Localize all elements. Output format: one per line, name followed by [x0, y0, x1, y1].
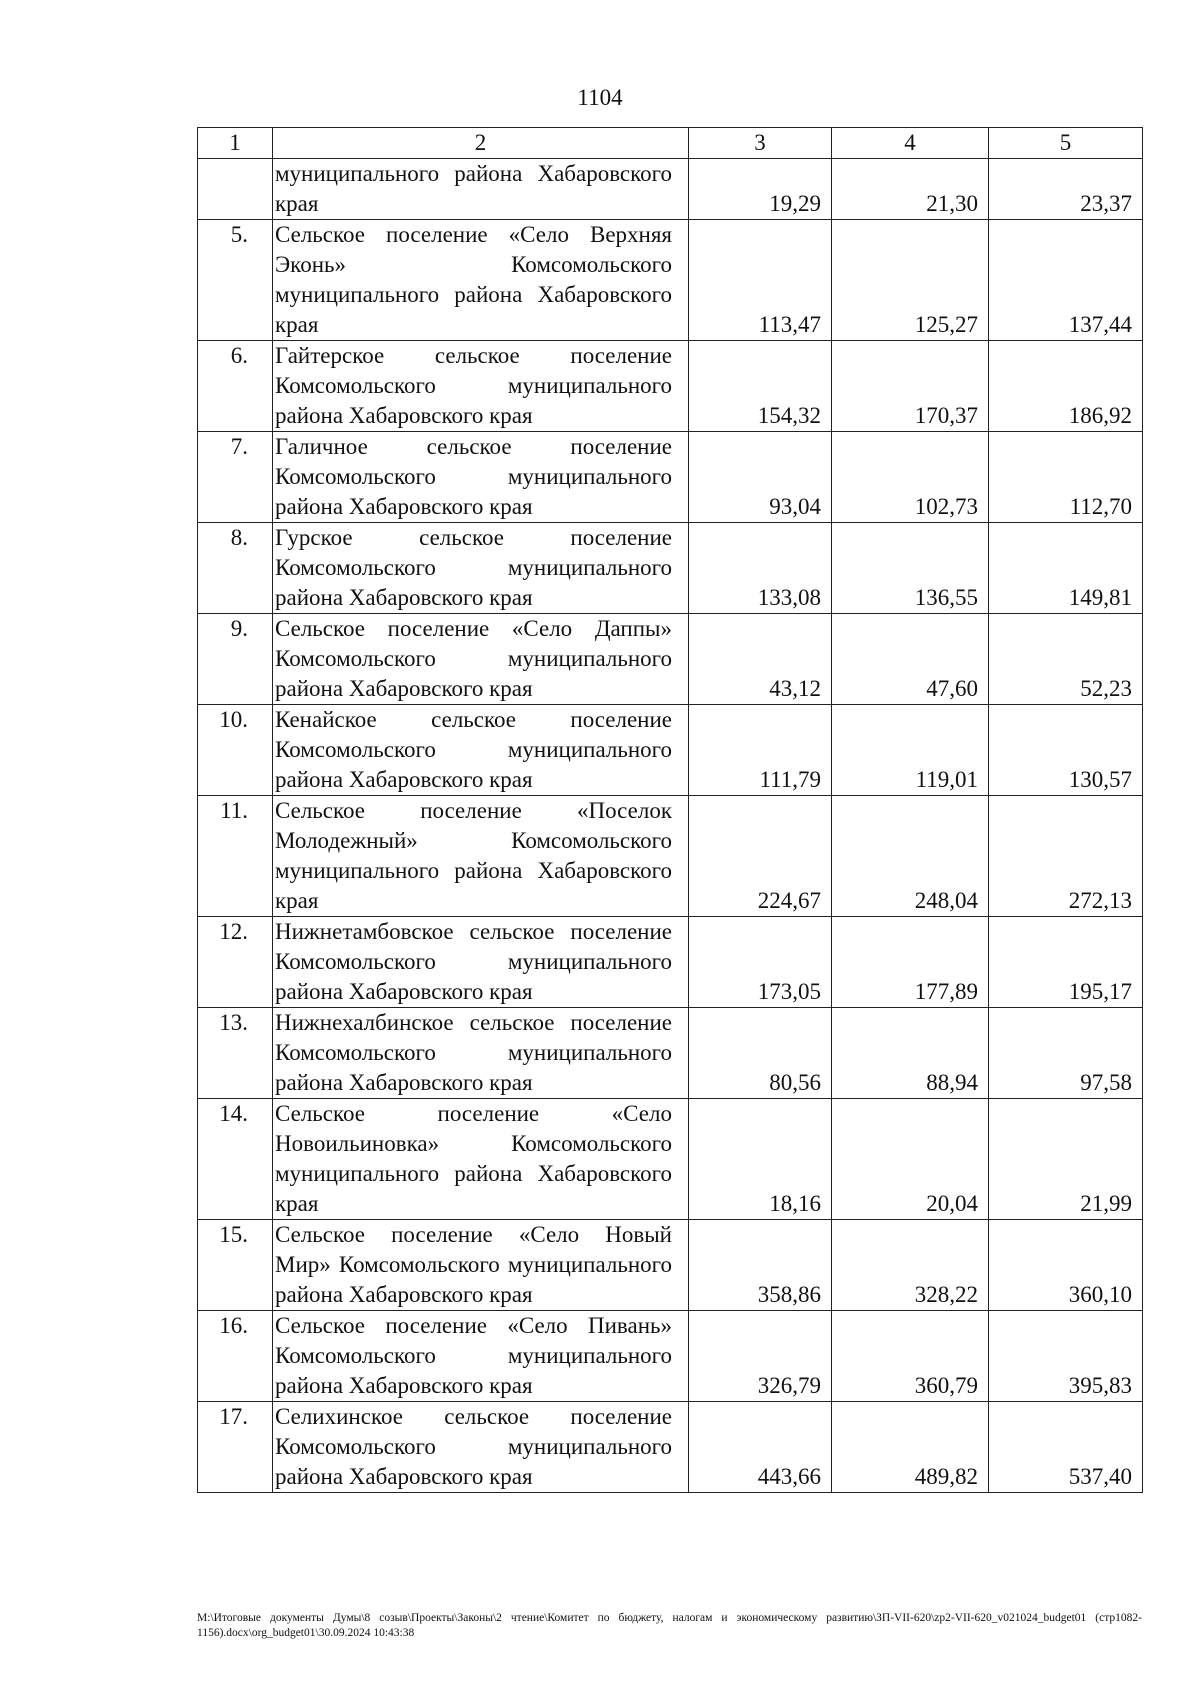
table-row [198, 432, 1143, 523]
value-col3-cell: 80,56 [689, 1008, 832, 1099]
table-row [198, 1220, 1143, 1311]
value-col5-cell: 130,57 [989, 705, 1143, 796]
value-col5-cell: 23,37 [989, 159, 1143, 220]
value-col5-cell: 186,92 [989, 341, 1143, 432]
value-col5-cell: 52,23 [989, 614, 1143, 705]
settlement-name-cell: Сельское поселение «Село Новый Мир» Комсомольского муниципального района Хабаровского края [273, 1220, 689, 1311]
table-row [198, 1311, 1143, 1402]
table-row [198, 159, 1143, 220]
table-row [198, 1402, 1143, 1493]
table-row [198, 220, 1143, 341]
settlement-name-cell: Нижнетамбовское сельское поселение Комсомольского муниципального района Хабаровского края [273, 917, 689, 1008]
settlement-name-cell: Сельское поселение «Село Новоильиновка» Комсомольского муниципального района Хабаровского края [273, 1099, 689, 1220]
row-number-cell: 5. [198, 220, 273, 341]
value-col4-cell: 328,22 [832, 1220, 989, 1311]
value-col3-cell: 358,86 [689, 1220, 832, 1311]
value-col4-cell: 177,89 [832, 917, 989, 1008]
value-col5-cell: 112,70 [989, 432, 1143, 523]
settlement-name-cell: Гурское сельское поселение Комсомольского муниципального района Хабаровского края [273, 523, 689, 614]
value-col4-cell: 248,04 [832, 796, 989, 917]
value-col4-cell: 136,55 [832, 523, 989, 614]
value-col4-cell: 119,01 [832, 705, 989, 796]
settlement-name-cell: Сельское поселение «Село Даппы» Комсомольского муниципального района Хабаровского края [273, 614, 689, 705]
table-row [198, 796, 1143, 917]
value-col4-cell: 125,27 [832, 220, 989, 341]
row-number-cell [198, 159, 273, 220]
value-col5-cell: 195,17 [989, 917, 1143, 1008]
settlement-name-cell: Гайтерское сельское поселение Комсомольского муниципального района Хабаровского края [273, 341, 689, 432]
settlement-name-cell: Галичное сельское поселение Комсомольского муниципального района Хабаровского края [273, 432, 689, 523]
header-cell-1: 1 [198, 128, 273, 159]
table-row [198, 705, 1143, 796]
header-cell-3: 3 [689, 128, 832, 159]
header-cell-5: 5 [989, 128, 1143, 159]
settlement-name-cell: Сельское поселение «Село Пивань» Комсомольского муниципального района Хабаровского края [273, 1311, 689, 1402]
value-col4-cell: 88,94 [832, 1008, 989, 1099]
settlement-name-cell: Селихинское сельское поселение Комсомольского муниципального района Хабаровского края [273, 1402, 689, 1493]
value-col3-cell: 133,08 [689, 523, 832, 614]
value-col5-cell: 537,40 [989, 1402, 1143, 1493]
value-col4-cell: 21,30 [832, 159, 989, 220]
value-col3-cell: 113,47 [689, 220, 832, 341]
value-col3-cell: 43,12 [689, 614, 832, 705]
value-col4-cell: 47,60 [832, 614, 989, 705]
settlement-name-cell: Сельское поселение «Село Верхняя Эконь» Комсомольского муниципального района Хабаровского края [273, 220, 689, 341]
row-number-cell: 16. [198, 1311, 273, 1402]
value-col3-cell: 19,29 [689, 159, 832, 220]
row-number-cell: 11. [198, 796, 273, 917]
value-col3-cell: 224,67 [689, 796, 832, 917]
value-col3-cell: 173,05 [689, 917, 832, 1008]
row-number-cell: 13. [198, 1008, 273, 1099]
row-number-cell: 10. [198, 705, 273, 796]
table-row [198, 1099, 1143, 1220]
value-col5-cell: 137,44 [989, 220, 1143, 341]
settlement-name-cell: Сельское поселение «Поселок Молодежный» Комсомольского муниципального района Хабаровского края [273, 796, 689, 917]
value-col4-cell: 170,37 [832, 341, 989, 432]
value-col4-cell: 489,82 [832, 1402, 989, 1493]
value-col4-cell: 360,79 [832, 1311, 989, 1402]
value-col3-cell: 326,79 [689, 1311, 832, 1402]
value-col3-cell: 154,32 [689, 341, 832, 432]
row-number-cell: 14. [198, 1099, 273, 1220]
table-row [198, 917, 1143, 1008]
value-col5-cell: 21,99 [989, 1099, 1143, 1220]
table-row [198, 1008, 1143, 1099]
value-col4-cell: 102,73 [832, 432, 989, 523]
value-col3-cell: 111,79 [689, 705, 832, 796]
settlement-name-cell: муниципального района Хабаровского края [273, 159, 689, 220]
settlement-name-cell: Нижнехалбинское сельское поселение Комсомольского муниципального района Хабаровского края [273, 1008, 689, 1099]
table-header-row [198, 128, 1143, 159]
value-col5-cell: 97,58 [989, 1008, 1143, 1099]
value-col4-cell: 20,04 [832, 1099, 989, 1220]
row-number-cell: 12. [198, 917, 273, 1008]
header-cell-2: 2 [273, 128, 689, 159]
value-col3-cell: 443,66 [689, 1402, 832, 1493]
row-number-cell: 6. [198, 341, 273, 432]
value-col3-cell: 93,04 [689, 432, 832, 523]
value-col5-cell: 272,13 [989, 796, 1143, 917]
value-col3-cell: 18,16 [689, 1099, 832, 1220]
row-number-cell: 17. [198, 1402, 273, 1493]
settlement-name-cell: Кенайское сельское поселение Комсомольского муниципального района Хабаровского края [273, 705, 689, 796]
row-number-cell: 8. [198, 523, 273, 614]
budget-table [197, 127, 1143, 1493]
table-row [198, 341, 1143, 432]
page-number: 1104 [577, 85, 623, 110]
value-col5-cell: 360,10 [989, 1220, 1143, 1311]
value-col5-cell: 149,81 [989, 523, 1143, 614]
row-number-cell: 9. [198, 614, 273, 705]
document-path-footer: M:\Итоговые документы Думы\8 созыв\Проекты\Законы\2 чтение\Комитет по бюджету, налогам и экономическому развитию\ЗП-VII-620\zp2-VII-620_v021024_budget01 (стр1082-1156).docx\org_budget01\30.09.2024 10:43:38 [197, 1612, 1142, 1639]
value-col5-cell: 395,83 [989, 1311, 1143, 1402]
table-row [198, 614, 1143, 705]
row-number-cell: 7. [198, 432, 273, 523]
table-row [198, 523, 1143, 614]
header-cell-4: 4 [832, 128, 989, 159]
row-number-cell: 15. [198, 1220, 273, 1311]
